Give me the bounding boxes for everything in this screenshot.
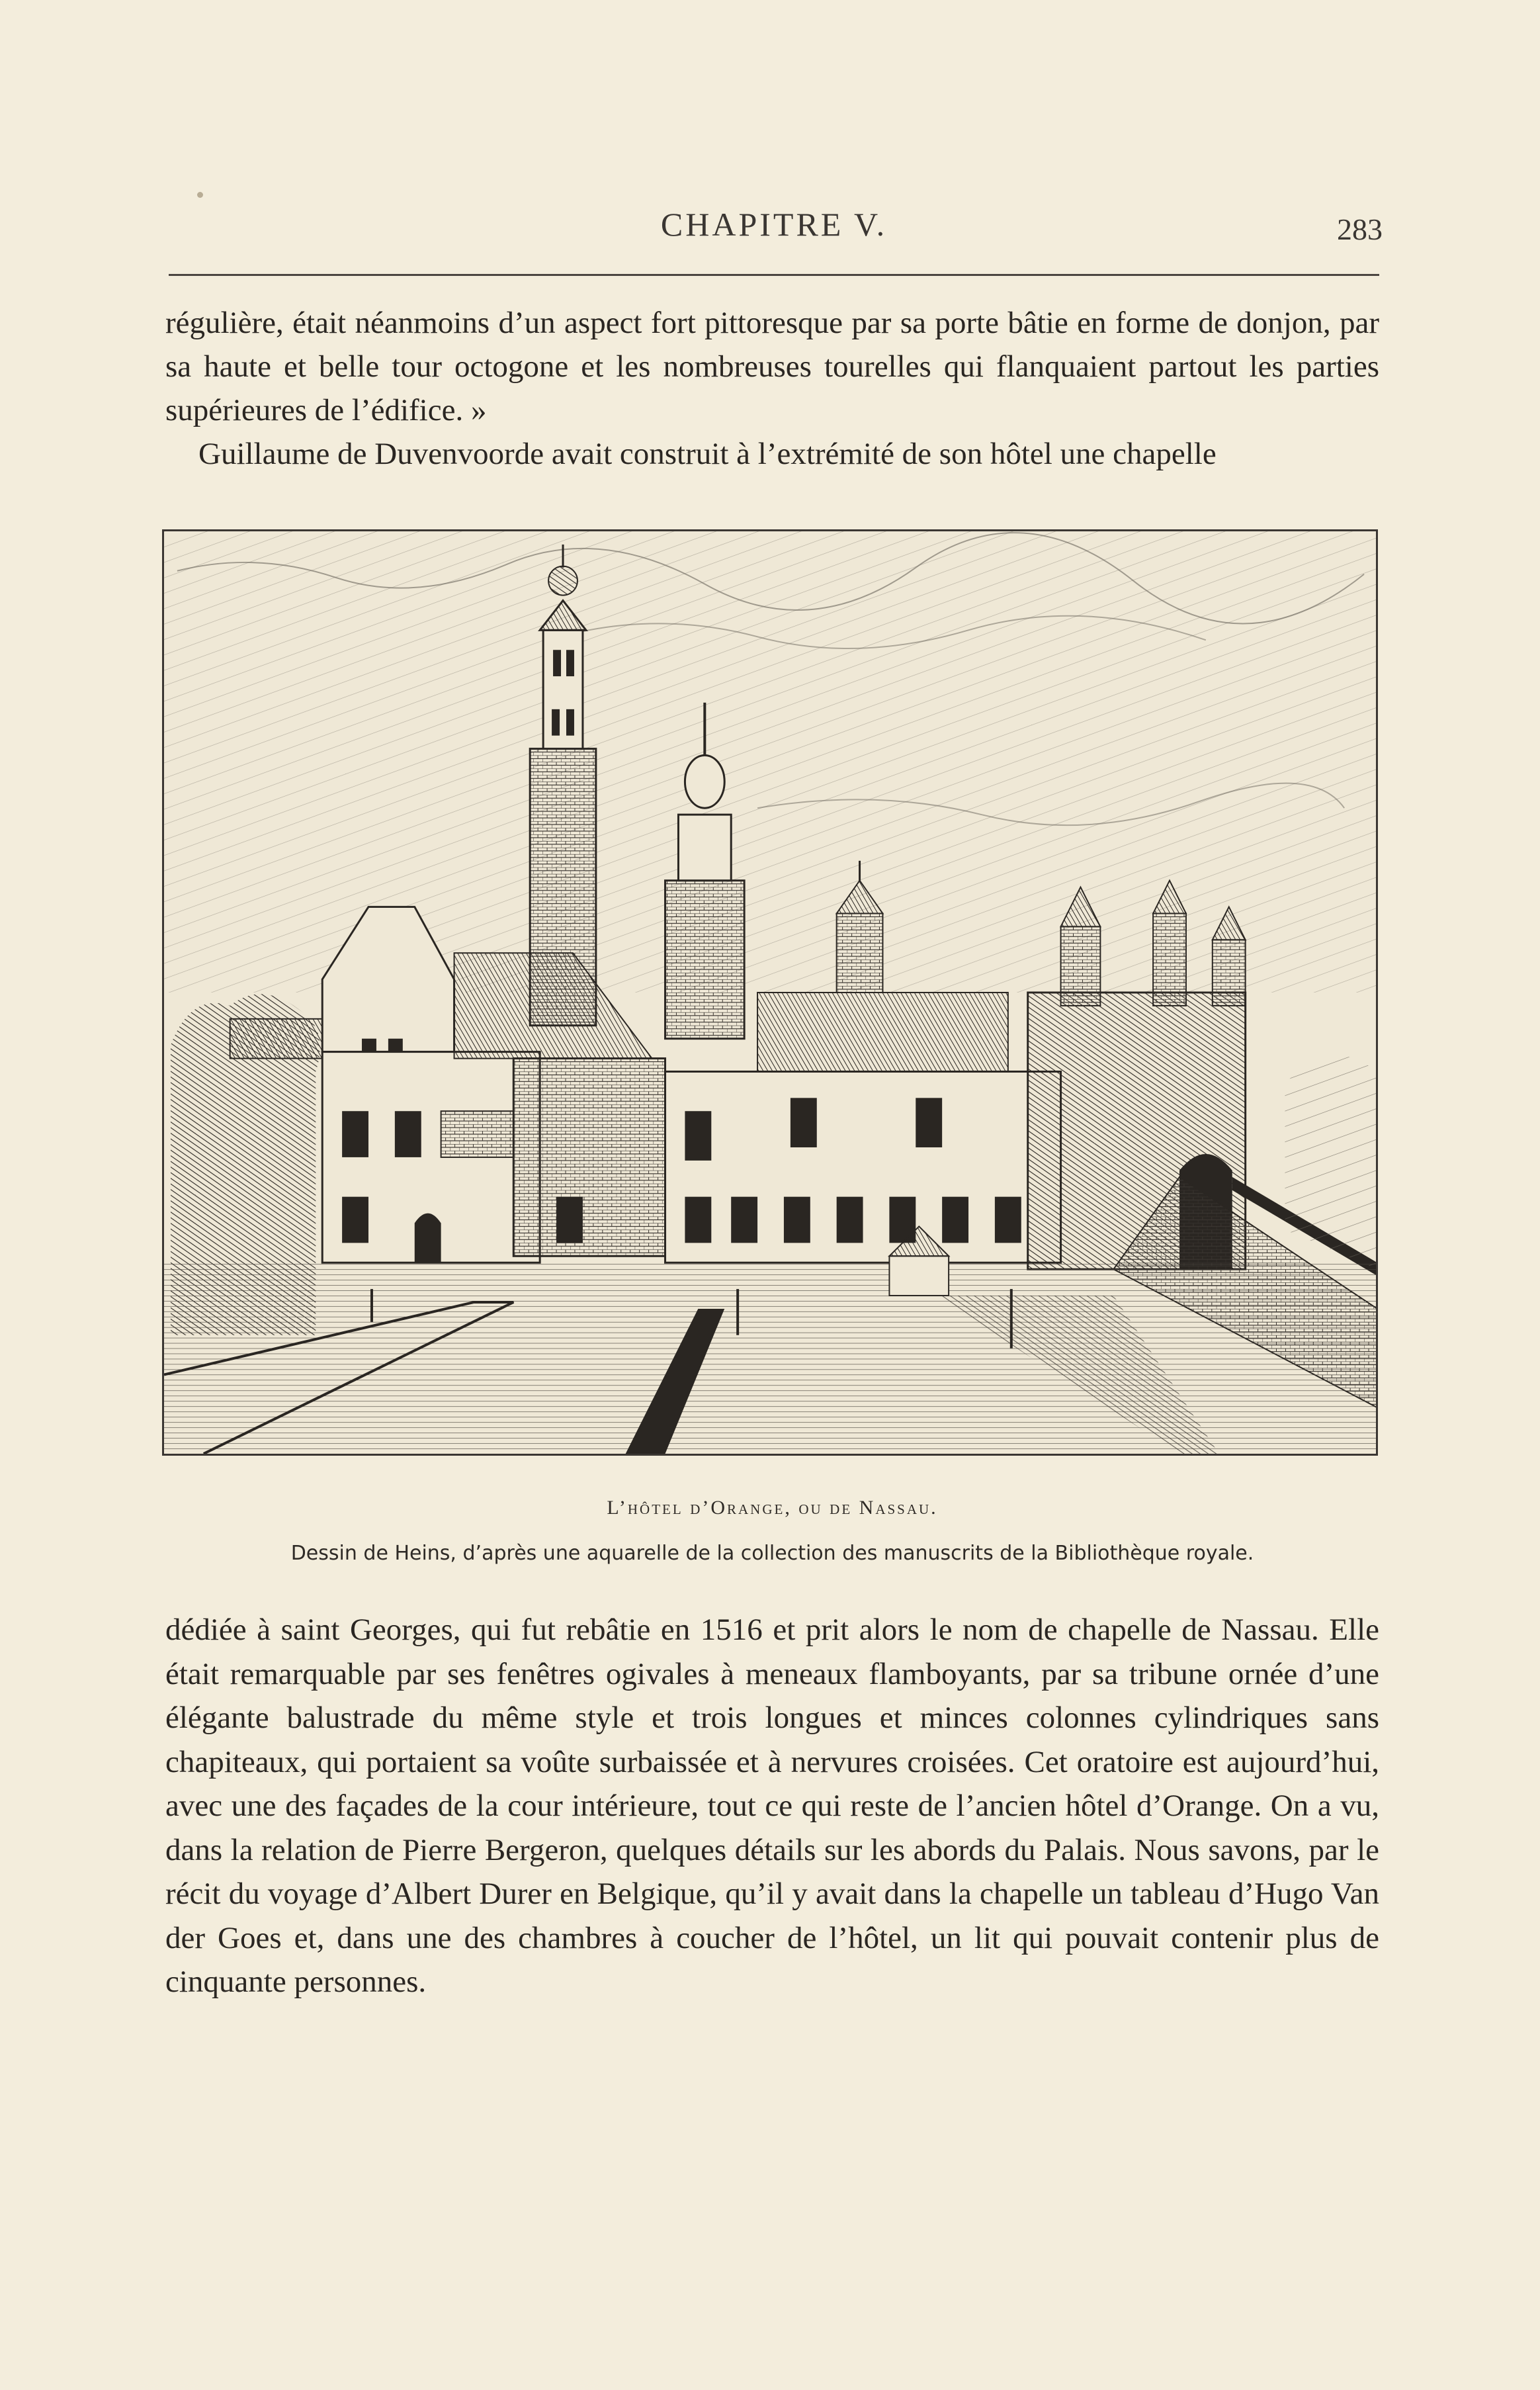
figure-caption-title: L’hôtel d’Orange, ou de Nassau. (607, 1497, 938, 1519)
header-rule (169, 274, 1379, 276)
engraving-illustration (164, 531, 1376, 1454)
paragraph-chapelle-nassau: dédiée à saint Georges, qui fut rebâtie en 1516 et prit alors le nom de chapelle de Nassau. Elle était remarquable par ses fenêtres ogivales à meneaux flamboyants, par sa tribune ornée d’une élégante balustrade du même style et trois longues et minces colonnes cylindriques sans chapiteaux, qui portaient sa voûte surbaissée et à nervures croisées. Cet oratoire est aujourd’hui, avec une des façades de la cour intérieure, tout ce qui reste de l’ancien hôtel d’Orange. On a vu, dans la relation de Pierre Bergeron, quelques détails sur les abords du Palais. Nous savons, par le récit du voyage d’Albert Durer en Belgique, qu’il y avait dans la chapelle un tableau d’Hugo Van der Goes et, dans une des chambres à coucher de l’hôtel, un lit qui pouvait contenir plus de cinquante personnes. (165, 1613, 1379, 1999)
running-head (165, 199, 1383, 251)
paragraph-guillaume: Guillaume de Duvenvoorde avait construit à l’extrémité de son hôtel une chapelle (198, 437, 1217, 471)
page-number: 283 (1337, 212, 1383, 246)
paper-spot (197, 192, 203, 198)
body-text-bottom (165, 1608, 1379, 2004)
chapter-title: CHAPITRE V. (660, 206, 888, 243)
paragraph-continuation: régulière, était néanmoins d’un aspect fort pittoresque par sa porte bâtie en forme de donjon, par sa haute et belle tour octogone et les nombreuses tourelles qui flanquaient partout les parties supérieures de l’édifice. » (165, 306, 1379, 427)
figure-caption-credit: Dessin de Heins, d’après une aquarelle de la collection des manuscrits de la Bibliothèque royale. (290, 1542, 1254, 1565)
body-text-top (165, 301, 1379, 476)
figure-engraving (162, 529, 1378, 1456)
